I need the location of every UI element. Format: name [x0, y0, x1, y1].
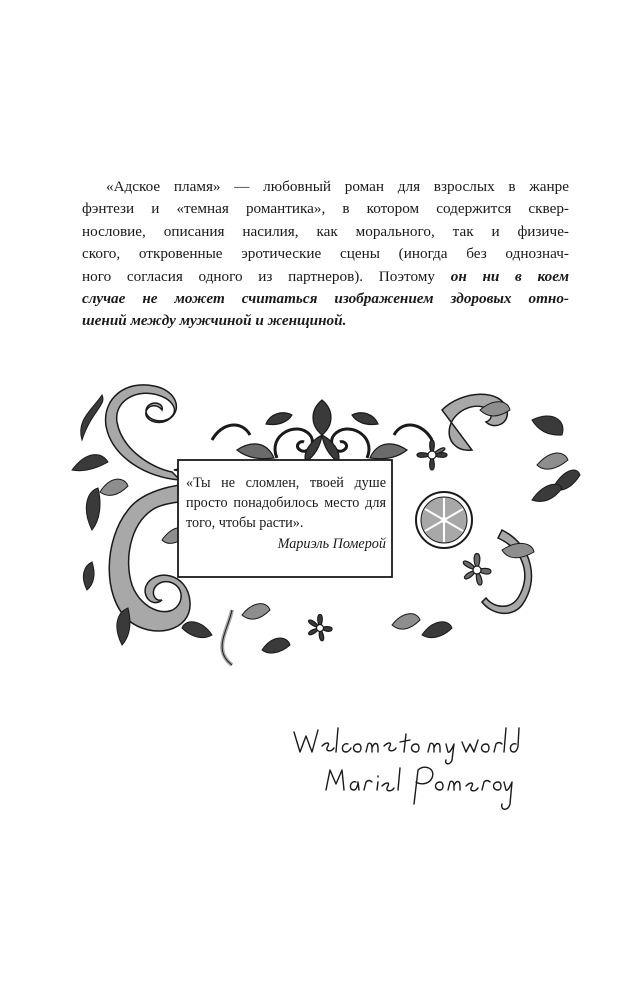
disclaimer-line: ского, откровенные эротические сцены (иногда без однознач- — [82, 245, 569, 263]
disclaimer-text: ного согласия одного из партнеров). Поэтому — [82, 267, 451, 285]
quote-line: просто понадобилось место для — [186, 495, 386, 511]
epigraph-quote — [178, 461, 392, 576]
disclaimer-line — [82, 310, 569, 332]
disclaimer-emphasis: шений между мужчиной и женщиной. — [82, 312, 347, 330]
content-disclaimer — [82, 176, 569, 333]
disclaimer-emphasis: он ни в коем — [450, 267, 569, 285]
lemon-slice-icon — [416, 492, 472, 548]
disclaimer-line: «Адское пламя» — любовный роман для взрослых в жанре — [106, 178, 569, 195]
disclaimer-line: фэнтези и «темная романтика», в котором содержится сквер- — [82, 200, 569, 218]
quote-line: «Ты не сломлен, твоей душе — [186, 475, 386, 491]
disclaimer-line — [82, 288, 569, 310]
disclaimer-line: нословие, описания насилия, как морального, так и физиче- — [82, 222, 569, 240]
scroll-ornament-icon — [212, 400, 432, 462]
disclaimer-emphasis: случае не может считаться изображением здоровых отно- — [82, 290, 569, 308]
quote-author: Мариэль Померой — [277, 536, 386, 552]
handwritten-signature — [290, 720, 520, 820]
quote-line: того, чтобы расти». — [186, 515, 304, 531]
disclaimer-line — [82, 266, 569, 288]
